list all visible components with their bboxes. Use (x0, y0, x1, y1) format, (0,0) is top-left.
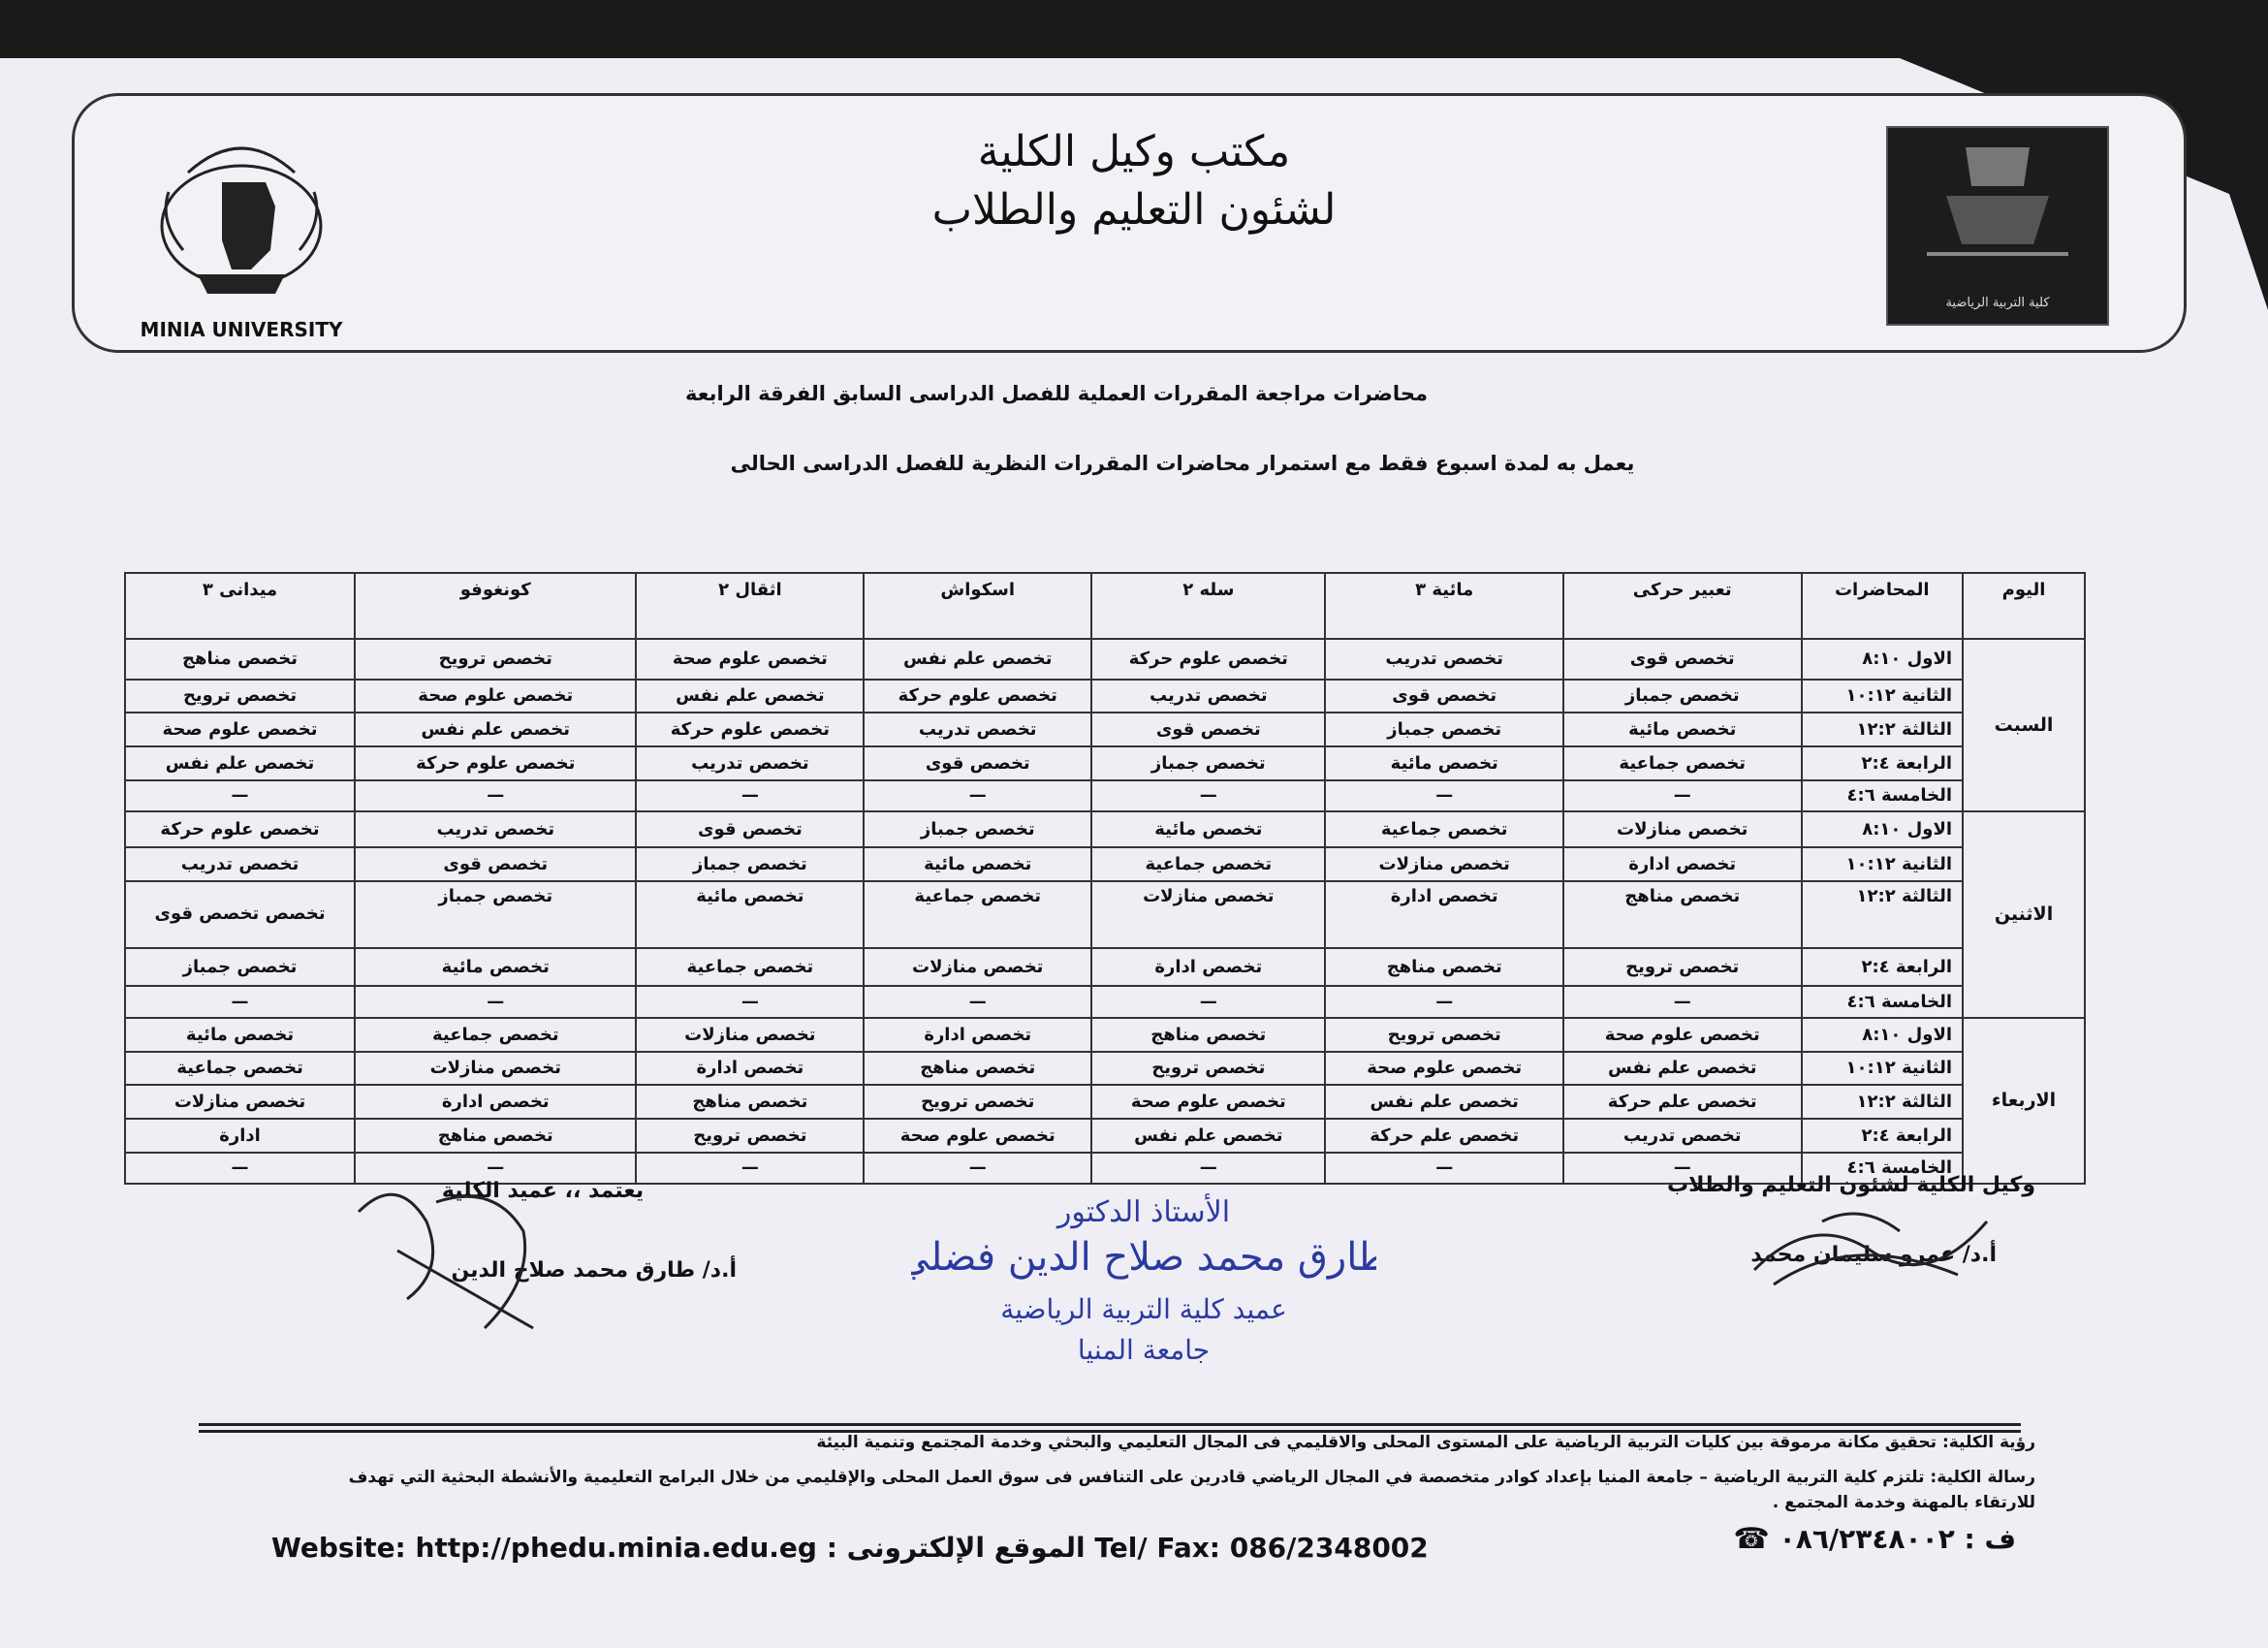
schedule-cell: تخصص جماعية (864, 881, 1091, 948)
schedule-title: محاضرات مراجعة المقررات العملية للفصل الدراسى السابق الفرقة الرابعة (685, 382, 1428, 405)
schedule-cell: تخصص قوى (1325, 680, 1563, 713)
vice-dean-signature (1735, 1192, 2006, 1299)
schedule-cell: تخصص تدريب (1563, 1119, 1802, 1153)
schedule-cell: تخصص ادارة (355, 1085, 636, 1119)
table-row (125, 680, 2085, 713)
header-periods: المحاضرات (1802, 573, 1964, 639)
faculty-logo (1886, 126, 2109, 326)
schedule-cell: تخصص مائية (125, 1018, 355, 1052)
schedule-cell: ادارة (125, 1119, 355, 1153)
schedule-cell: — (1325, 780, 1563, 811)
schedule-cell: تخصص جماعية (636, 948, 864, 986)
schedule-cell: تخصص مائية (1091, 811, 1325, 847)
university-logo-text: MINIA UNIVERSITY (140, 318, 343, 341)
schedule-cell: تخصص مناهج (1325, 948, 1563, 986)
table-row (125, 881, 2085, 948)
schedule-cell: تخصص علم نفس (864, 639, 1091, 680)
table-row (125, 811, 2085, 847)
schedule-cell: — (636, 1153, 864, 1184)
schedule-cell: تخصص علوم صحة (864, 1119, 1091, 1153)
schedule-cell: — (1325, 986, 1563, 1017)
website-url: Website: http://phedu.minia.edu.eg : الموقع الإلكترونى (271, 1532, 1086, 1564)
schedule-cell: تخصص مائية (1563, 713, 1802, 746)
day-cell: السبت (1963, 639, 2085, 811)
period-cell: الخامسة ٤:٦ (1802, 986, 1964, 1017)
schedule-cell: تخصص تدريب (636, 746, 864, 780)
header-course: سله ٢ (1091, 573, 1325, 639)
schedule-cell: تخصص علم نفس (355, 713, 636, 746)
dean-name: أ.د/ طارق محمد صلاح الدين (451, 1258, 737, 1283)
schedule-cell: — (125, 1153, 355, 1184)
schedule-cell: تخصص علم حركة (1563, 1085, 1802, 1119)
schedule-cell: — (1091, 1153, 1325, 1184)
period-cell: الثانية ١٠:١٢ (1802, 680, 1964, 713)
schedule-cell: — (864, 986, 1091, 1017)
schedule-cell: تخصص منازلات (864, 948, 1091, 986)
schedule-cell: تخصص ترويح (1091, 1052, 1325, 1086)
schedule-cell: تخصص علوم صحة (636, 639, 864, 680)
schedule-cell: تخصص قوى (355, 847, 636, 881)
schedule-cell: تخصص قوى (864, 746, 1091, 780)
header-course: اسكواش (864, 573, 1091, 639)
schedule-cell: تخصص جماعية (355, 1018, 636, 1052)
schedule-cell: — (1563, 986, 1802, 1017)
schedule-cell: تخصص مناهج (1563, 881, 1802, 948)
vice-dean-title: وكيل الكلية لشئون التعليم والطلاب (1667, 1173, 2035, 1197)
schedule-cell: — (636, 986, 864, 1017)
schedule-cell: — (355, 780, 636, 811)
header-course: مائية ٣ (1325, 573, 1563, 639)
schedule-cell: تخصص مناهج (864, 1052, 1091, 1086)
schedule-cell: تخصص جماعية (125, 1052, 355, 1086)
schedule-cell: تخصص ادارة (636, 1052, 864, 1086)
schedule-cell: تخصص تدريب (864, 713, 1091, 746)
period-cell: الرابعة ٢:٤ (1802, 948, 1964, 986)
schedule-cell: تخصص علوم حركة (355, 746, 636, 780)
period-cell: الخامسة ٤:٦ (1802, 780, 1964, 811)
telephone-icon: ☎ (1733, 1522, 1770, 1556)
table-row (125, 986, 2085, 1017)
schedule-cell: تخصص علم نفس (1563, 1052, 1802, 1086)
faculty-mission-cont: للارتقاء بالمهنة وخدمة المجتمع . (1772, 1493, 2035, 1512)
schedule-cell: تخصص علوم صحة (355, 680, 636, 713)
schedule-cell: تخصص قوى (1563, 639, 1802, 680)
stamp-line-4: جامعة المنيا (1077, 1334, 1211, 1366)
schedule-cell: — (1091, 780, 1325, 811)
schedule-cell: — (355, 1153, 636, 1184)
schedule-cell: — (864, 780, 1091, 811)
schedule-cell: — (1091, 986, 1325, 1017)
schedule-cell: تخصص مناهج (355, 1119, 636, 1153)
schedule-cell: تخصص جمباز (1325, 713, 1563, 746)
schedule-cell: تخصص قوى (1091, 713, 1325, 746)
header-course: اثقال ٢ (636, 573, 864, 639)
table-row (125, 1085, 2085, 1119)
schedule-cell: تخصص ترويح (125, 680, 355, 713)
schedule-cell: — (636, 780, 864, 811)
period-cell: الثالثة ١٢:٢ (1802, 1085, 1964, 1119)
schedule-cell: تخصص تخصص قوى (125, 881, 355, 948)
phone-number: ف : ٠٨٦/٢٣٤٨٠٠٢ (1779, 1523, 2016, 1555)
schedule-cell: تخصص منازلات (1563, 811, 1802, 847)
header-course: تعبير حركى (1563, 573, 1802, 639)
table-row (125, 746, 2085, 780)
schedule-cell: — (1563, 1153, 1802, 1184)
faculty-mission: رسالة الكلية: تلتزم كلية التربية الرياضية – جامعة المنيا بإعداد كوادر متخصصة في المجال الرياضي قادرين على التنافس فى سوق العمل المحلى والإقليمي من خلال البرامج التعليمية والأنشطة البحثية التي تهدف (348, 1468, 2035, 1487)
tel-fax: Tel/ Fax: 086/2348002 (1094, 1532, 1429, 1564)
schedule-cell: تخصص علوم حركة (1091, 639, 1325, 680)
schedule-cell: تخصص علم نفس (1325, 1085, 1563, 1119)
table-row (125, 713, 2085, 746)
schedule-cell: تخصص علم حركة (1325, 1119, 1563, 1153)
table-row (125, 1018, 2085, 1052)
schedule-cell: تخصص تدريب (1325, 639, 1563, 680)
schedule-cell: تخصص جمباز (355, 881, 636, 948)
table-row (125, 1052, 2085, 1086)
table-row (125, 1119, 2085, 1153)
footer-rule (199, 1423, 2021, 1426)
schedule-cell: تخصص قوى (636, 811, 864, 847)
schedule-cell: تخصص جمباز (864, 811, 1091, 847)
schedule-cell: تخصص تدريب (355, 811, 636, 847)
day-cell: الاربعاء (1963, 1018, 2085, 1184)
schedule-cell: — (1563, 780, 1802, 811)
schedule-cell: تخصص مائية (355, 948, 636, 986)
schedule-cell: تخصص مائية (864, 847, 1091, 881)
schedule-cell: تخصص تدريب (125, 847, 355, 881)
schedule-cell: تخصص تدريب (1091, 680, 1325, 713)
stamp-line-1: الأستاذ الدكتور (1056, 1195, 1231, 1229)
schedule-cell: تخصص جمباز (1091, 746, 1325, 780)
header-day: اليوم (1963, 573, 2085, 639)
schedule-cell: تخصص علوم حركة (125, 811, 355, 847)
table-row (125, 948, 2085, 986)
schedule-cell: تخصص جماعية (1563, 746, 1802, 780)
schedule-cell: تخصص ادارة (1325, 881, 1563, 948)
schedule-cell: تخصص ترويح (355, 639, 636, 680)
schedule-cell: تخصص جمباز (125, 948, 355, 986)
phone-line (1609, 1522, 2016, 1556)
schedule-cell: تخصص منازلات (355, 1052, 636, 1086)
schedule-cell: تخصص مائية (1325, 746, 1563, 780)
schedule-cell: تخصص علوم صحة (125, 713, 355, 746)
schedule-cell: تخصص جمباز (636, 847, 864, 881)
schedule-cell: تخصص جمباز (1563, 680, 1802, 713)
table-header-row (125, 573, 2085, 639)
schedule-cell: تخصص ترويح (1325, 1018, 1563, 1052)
schedule-cell: تخصص ادارة (864, 1018, 1091, 1052)
schedule-cell: تخصص مناهج (125, 639, 355, 680)
dean-signature (339, 1183, 552, 1347)
stamp-line-2: طارق محمد صلاح الدين فضلي (911, 1235, 1376, 1280)
schedule-cell: — (355, 986, 636, 1017)
schedule-cell: — (1325, 1153, 1563, 1184)
schedule-cell: تخصص ادارة (1563, 847, 1802, 881)
website-line (271, 1532, 1444, 1564)
period-cell: الخامسة ٤:٦ (1802, 1153, 1964, 1184)
table-row (125, 639, 2085, 680)
schedule-cell: تخصص ادارة (1091, 948, 1325, 986)
period-cell: الثالثة ١٢:٢ (1802, 713, 1964, 746)
schedule-cell: — (125, 986, 355, 1017)
schedule-cell: تخصص منازلات (636, 1018, 864, 1052)
schedule-cell: تخصص علم نفس (125, 746, 355, 780)
schedule-cell: تخصص منازلات (1325, 847, 1563, 881)
schedule-table (124, 572, 2086, 1185)
dean-approval-title: يعتمد ،، عميد الكلية (441, 1179, 645, 1203)
day-cell: الاثنين (1963, 811, 2085, 1018)
table-row (125, 780, 2085, 811)
period-cell: الثانية ١٠:١٢ (1802, 847, 1964, 881)
schedule-cell: تخصص مناهج (1091, 1018, 1325, 1052)
schedule-cell: تخصص علم نفس (636, 680, 864, 713)
header-course: كونغوفو (355, 573, 636, 639)
office-subtitle: لشئون التعليم والطلاب (931, 185, 1337, 235)
schedule-cell: تخصص مائية (636, 881, 864, 948)
schedule-cell: — (864, 1153, 1091, 1184)
period-cell: الاول ٨:١٠ (1802, 1018, 1964, 1052)
header-course: ميدانى ٣ (125, 573, 355, 639)
table-row (125, 847, 2085, 881)
schedule-cell: تخصص علوم حركة (636, 713, 864, 746)
period-cell: الرابعة ٢:٤ (1802, 1119, 1964, 1153)
schedule-cell: تخصص جماعية (1325, 811, 1563, 847)
period-cell: الاول ٨:١٠ (1802, 639, 1964, 680)
stamp-line-3: عميد كلية التربية الرياضية (1000, 1293, 1287, 1325)
dean-stamp (911, 1183, 1376, 1377)
schedule-cell: تخصص ترويح (864, 1085, 1091, 1119)
schedule-cell: تخصص علم نفس (1091, 1119, 1325, 1153)
schedule-cell: — (125, 780, 355, 811)
vice-dean-name: أ.د/ عمرو سليمان محمد (1750, 1243, 1997, 1267)
schedule-cell: تخصص منازلات (1091, 881, 1325, 948)
schedule-cell: تخصص منازلات (125, 1085, 355, 1119)
schedule-cell: تخصص جماعية (1091, 847, 1325, 881)
schedule-cell: تخصص علوم صحة (1563, 1018, 1802, 1052)
schedule-cell: تخصص ترويح (636, 1119, 864, 1153)
period-cell: الاول ٨:١٠ (1802, 811, 1964, 847)
schedule-cell: تخصص علوم صحة (1091, 1085, 1325, 1119)
faculty-logo-text: كلية التربية الرياضية (1945, 296, 2050, 310)
schedule-cell: تخصص علوم حركة (864, 680, 1091, 713)
period-cell: الثانية ١٠:١٢ (1802, 1052, 1964, 1086)
period-cell: الرابعة ٢:٤ (1802, 746, 1964, 780)
office-title: مكتب وكيل الكلية (977, 127, 1291, 176)
schedule-cell: تخصص ترويح (1563, 948, 1802, 986)
schedule-cell: تخصص علوم صحة (1325, 1052, 1563, 1086)
schedule-cell: تخصص مناهج (636, 1085, 864, 1119)
schedule-note: يعمل به لمدة اسبوع فقط مع استمرار محاضرات المقررات النظرية للفصل الدراسى الحالى (730, 452, 1635, 475)
period-cell: الثالثة ١٢:٢ (1802, 881, 1964, 948)
faculty-vision: رؤية الكلية: تحقيق مكانة مرموقة بين كليات التربية الرياضية على المستوى المحلى والاقليمي فى المجال التعليمي والبحثي وخدمة المجتمع وتنمية البيئة (816, 1433, 2035, 1452)
